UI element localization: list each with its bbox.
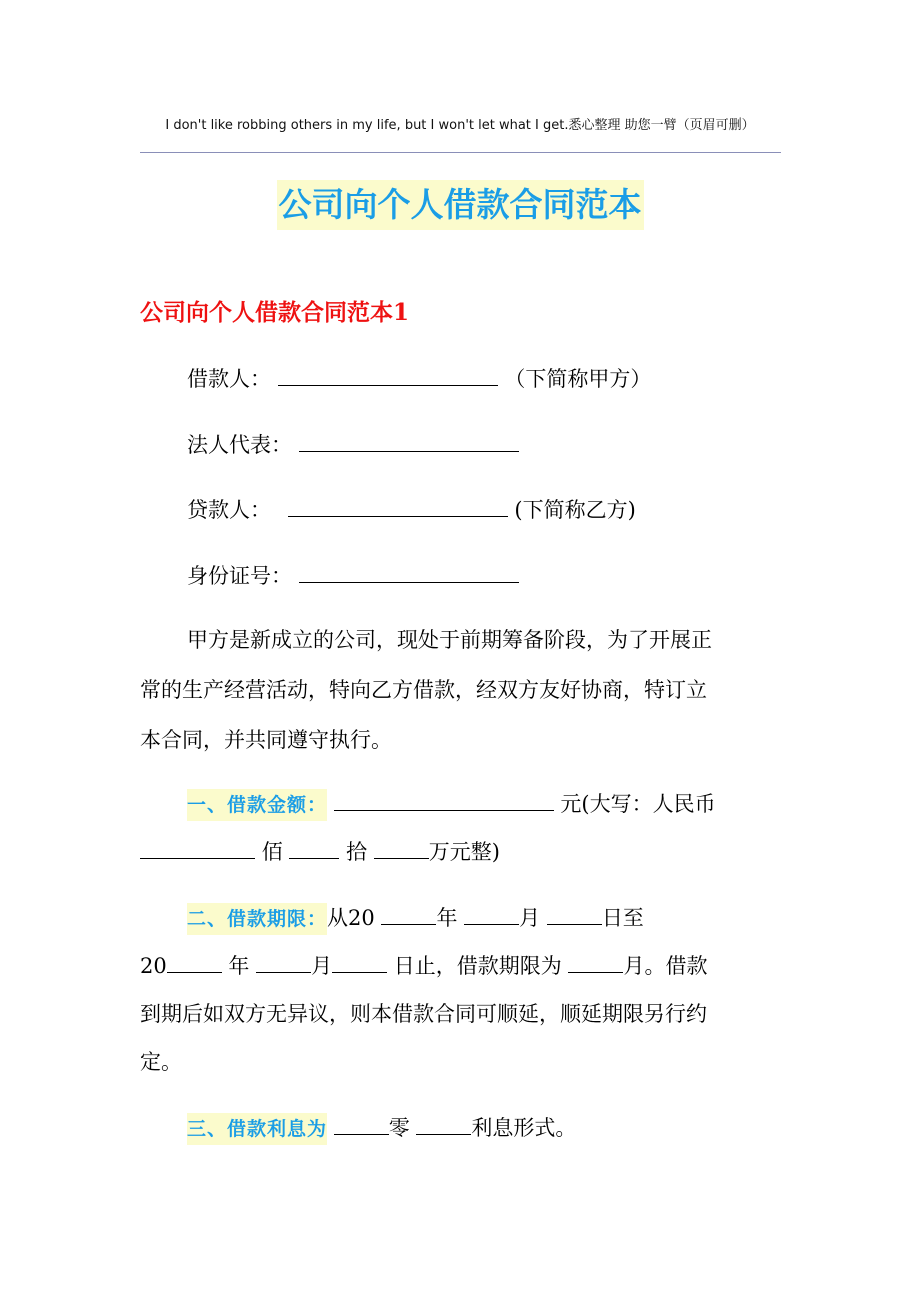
- document-title-text: 公司向个人借款合同范本: [277, 180, 644, 230]
- clause1-amount-blank: [334, 788, 554, 811]
- clause2-year-blank: [381, 902, 436, 925]
- clause1-wan: 万元整): [428, 840, 500, 864]
- lender-line: [187, 494, 636, 526]
- clause1-bai: 佰: [261, 840, 283, 864]
- id-label: 身份证号：: [187, 564, 292, 588]
- borrower-blank: [278, 363, 498, 386]
- header-divider: [140, 152, 781, 153]
- document-title: [0, 180, 920, 230]
- intro-line-3: 本合同，并共同遵守执行。: [140, 728, 392, 752]
- clause2-day-blank: [547, 902, 602, 925]
- clause2-month2-blank: [256, 950, 311, 973]
- clause1-shi: 拾: [346, 840, 368, 864]
- clause2-line-2: [140, 950, 707, 982]
- clause2-month2: 月: [311, 954, 333, 978]
- legal-rep-label: 法人代表：: [187, 433, 292, 457]
- clause2-day2-blank: [332, 950, 387, 973]
- lender-blank: [288, 494, 508, 517]
- page-header-note: I don't like robbing others in my life, but I won't let what I get.悉心整理 助您一臂（页眉可删）: [165, 118, 755, 133]
- clause2-twenty: 20: [140, 954, 167, 978]
- clause2-month-blank: [464, 902, 519, 925]
- id-blank: [299, 560, 519, 583]
- clause3-form-blank: [416, 1112, 471, 1135]
- borrower-suffix: （下简称甲方）: [504, 367, 652, 391]
- clause2-day-until: 日止，借款期限为: [393, 954, 562, 978]
- borrower-line: [187, 363, 651, 395]
- clause2-line-4: 定。: [140, 1050, 182, 1074]
- clause1-line-1: [187, 788, 716, 821]
- intro-line-1: 甲方是新成立的公司，现处于前期筹备阶段，为了开展正: [187, 628, 712, 652]
- clause1-wan-blank: [374, 836, 429, 859]
- clause1-shi-blank: [289, 836, 339, 859]
- clause2-term-blank: [568, 950, 623, 973]
- clause2-month: 月: [519, 906, 541, 930]
- clause1-label: 一、借款金额：: [187, 789, 327, 821]
- clause2-month-end: 月。借款: [623, 954, 708, 978]
- clause2-from: 从20: [327, 906, 375, 930]
- clause1-bai-blank: [140, 836, 255, 859]
- clause2-line-1: [187, 902, 644, 935]
- intro-line-2: 常的生产经营活动，特向乙方借款，经双方友好协商，特订立: [140, 678, 707, 702]
- clause2-year: 年: [436, 906, 458, 930]
- clause3-ling-blank: [334, 1112, 389, 1135]
- legal-rep-line: [187, 429, 519, 461]
- clause2-year2-blank: [167, 950, 222, 973]
- clause1-line-2: [140, 836, 500, 868]
- borrower-label: 借款人：: [187, 367, 271, 391]
- clause3-suffix: 利息形式。: [471, 1116, 577, 1140]
- lender-suffix: (下简称乙方): [514, 498, 636, 522]
- id-line: [187, 560, 519, 592]
- clause3-line: [187, 1112, 576, 1145]
- clause1-line1-suffix: 元(大写：人民币: [560, 792, 716, 816]
- section-title: 公司向个人借款合同范本1: [140, 299, 410, 326]
- legal-rep-blank: [299, 429, 519, 452]
- clause2-label: 二、借款期限：: [187, 903, 327, 935]
- clause3-label: 三、借款利息为: [187, 1113, 327, 1145]
- clause2-line-3: 到期后如双方无异议，则本借款合同可顺延，顺延期限另行约: [140, 1002, 707, 1026]
- clause3-ling: 零: [388, 1116, 410, 1140]
- clause2-year2: 年: [228, 954, 250, 978]
- lender-label: 贷款人：: [187, 498, 271, 522]
- clause2-day-to: 日至: [601, 906, 644, 930]
